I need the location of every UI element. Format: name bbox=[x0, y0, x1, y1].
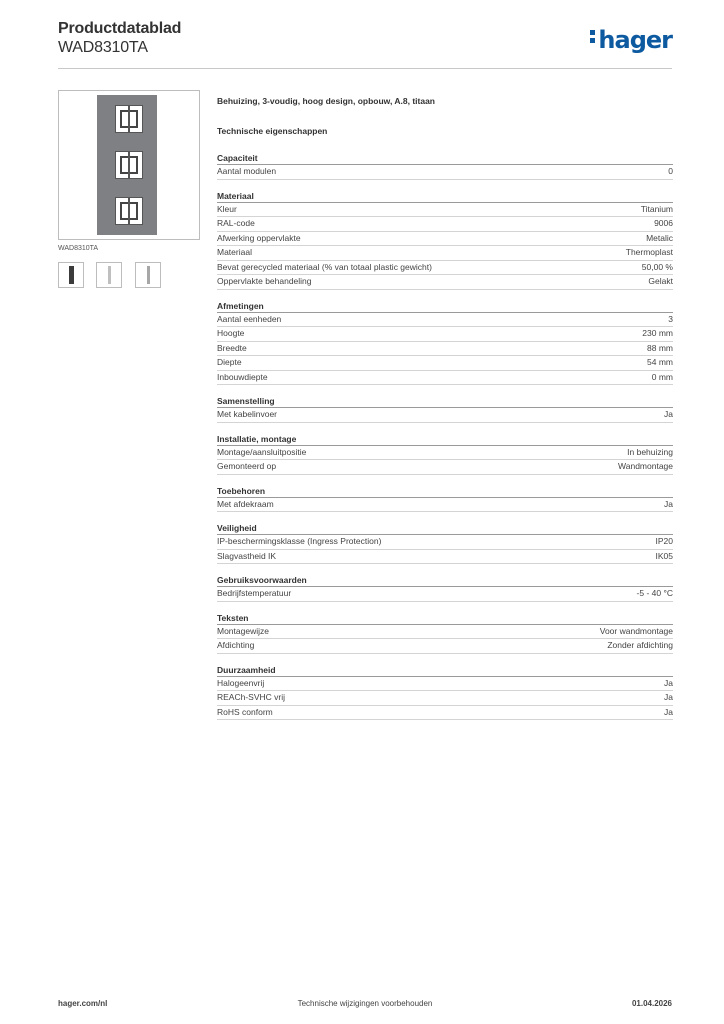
spec-row bbox=[217, 232, 673, 247]
product-side-thumb-icon bbox=[108, 266, 111, 284]
spec-row bbox=[217, 550, 673, 565]
spec-value: -5 - 40 °C bbox=[636, 588, 673, 598]
spec-row bbox=[217, 203, 673, 218]
spec-value: Titanium bbox=[640, 203, 673, 214]
spec-section bbox=[217, 300, 673, 386]
section-title: Samenstelling bbox=[217, 395, 673, 408]
enclosure-3-gang-image bbox=[97, 95, 157, 235]
section-title: Afmetingen bbox=[217, 300, 673, 313]
spec-row bbox=[217, 535, 673, 550]
spec-label: Afdichting bbox=[217, 640, 255, 650]
product-image[interactable] bbox=[58, 90, 200, 240]
spec-value: Voor wandmontage bbox=[599, 625, 673, 636]
section-title: Gebruiksvoorwaarden bbox=[217, 574, 673, 587]
spec-section bbox=[217, 485, 673, 513]
spec-row bbox=[217, 261, 673, 276]
product-code: WAD8310TA bbox=[58, 39, 148, 56]
spec-label: REACh-SVHC vrij bbox=[217, 692, 286, 702]
spec-row bbox=[217, 246, 673, 261]
thumbnail-side[interactable] bbox=[96, 262, 122, 288]
spec-row bbox=[217, 587, 673, 602]
hager-logo[interactable] bbox=[590, 26, 672, 54]
spec-row bbox=[217, 327, 673, 342]
spec-value: 88 mm bbox=[647, 342, 673, 353]
spec-value: 54 mm bbox=[647, 357, 673, 367]
footer-website[interactable]: hager.com/nl bbox=[58, 999, 108, 1008]
product-front-thumb-icon bbox=[69, 266, 74, 284]
section-title: Materiaal bbox=[217, 190, 673, 203]
spec-label: Kleur bbox=[217, 203, 237, 214]
page-header bbox=[58, 18, 672, 69]
spec-label: IP-beschermingsklasse (Ingress Protection) bbox=[217, 536, 382, 546]
spec-row bbox=[217, 446, 673, 461]
spec-row bbox=[217, 408, 673, 423]
logo-colon-icon bbox=[590, 27, 596, 46]
spec-content bbox=[217, 96, 673, 730]
spec-value: 0 mm bbox=[651, 371, 673, 382]
spec-section bbox=[217, 190, 673, 290]
spec-label: Diepte bbox=[217, 357, 242, 367]
spec-row bbox=[217, 371, 673, 386]
section-title: Toebehoren bbox=[217, 485, 673, 498]
thumbnail-front[interactable] bbox=[58, 262, 84, 288]
spec-row bbox=[217, 625, 673, 640]
section-title: Capaciteit bbox=[217, 152, 673, 165]
logo-text: hager bbox=[598, 26, 672, 54]
spec-value: Zonder afdichting bbox=[607, 640, 673, 650]
module-slot-1 bbox=[115, 105, 143, 133]
spec-label: Gemonteerd op bbox=[217, 461, 277, 471]
spec-row bbox=[217, 275, 673, 290]
section-title: Installatie, montage bbox=[217, 433, 673, 446]
image-caption: WAD8310TA bbox=[58, 245, 99, 252]
spec-label: Afwerking oppervlakte bbox=[217, 232, 301, 243]
spec-label: RoHS conform bbox=[217, 706, 273, 717]
spec-section bbox=[217, 664, 673, 721]
spec-row bbox=[217, 313, 673, 328]
section-title: Teksten bbox=[217, 612, 673, 625]
spec-row bbox=[217, 342, 673, 357]
product-edge-thumb-icon bbox=[147, 266, 150, 284]
spec-label: Breedte bbox=[217, 342, 247, 353]
spec-label: Oppervlakte behandeling bbox=[217, 276, 312, 286]
spec-label: Halogeenvrij bbox=[217, 677, 265, 688]
spec-row bbox=[217, 356, 673, 371]
spec-value: In behuizing bbox=[627, 446, 673, 457]
spec-value: Ja bbox=[664, 677, 673, 688]
spec-label: Met afdekraam bbox=[217, 498, 274, 509]
footer-disclaimer: Technische wijzigingen voorbehouden bbox=[297, 999, 433, 1008]
spec-section bbox=[217, 152, 673, 180]
spec-row bbox=[217, 498, 673, 513]
spec-row bbox=[217, 165, 673, 180]
module-slot-2 bbox=[115, 151, 143, 179]
spec-value: Thermoplast bbox=[625, 247, 673, 257]
spec-label: Bevat gerecycled materiaal (% van totaal plastic gewicht) bbox=[217, 261, 432, 272]
page-footer bbox=[58, 999, 672, 1011]
spec-label: Aantal eenheden bbox=[217, 313, 282, 324]
spec-label: Bedrijfstemperatuur bbox=[217, 588, 292, 598]
spec-label: Montage/aansluitpositie bbox=[217, 446, 307, 457]
spec-label: Materiaal bbox=[217, 247, 252, 257]
spec-row bbox=[217, 677, 673, 692]
spec-value: Gelakt bbox=[648, 276, 673, 286]
tech-heading: Technische eigenschappen bbox=[217, 126, 328, 136]
spec-row bbox=[217, 691, 673, 706]
spec-section bbox=[217, 522, 673, 564]
spec-label: Montagewijze bbox=[217, 625, 269, 636]
spec-value: Ja bbox=[664, 692, 673, 702]
spec-label: Inbouwdiepte bbox=[217, 371, 268, 382]
spec-label: Slagvastheid IK bbox=[217, 550, 277, 561]
spec-value: Ja bbox=[664, 706, 673, 717]
spec-value: IK05 bbox=[655, 550, 673, 561]
spec-value: Wandmontage bbox=[618, 461, 673, 471]
spec-row bbox=[217, 217, 673, 232]
spec-value: Ja bbox=[664, 498, 673, 509]
product-description: Behuizing, 3-voudig, hoog design, opbouw, A.8, titaan bbox=[217, 96, 435, 106]
spec-value: 3 bbox=[668, 313, 673, 324]
section-title: Duurzaamheid bbox=[217, 664, 673, 677]
spec-row bbox=[217, 639, 673, 654]
spec-value: Metalic bbox=[646, 232, 673, 243]
module-slot-3 bbox=[115, 197, 143, 225]
page-title: Productdatablad bbox=[58, 20, 182, 37]
spec-section bbox=[217, 574, 673, 602]
spec-row bbox=[217, 460, 673, 475]
spec-value: 50,00 % bbox=[641, 261, 673, 272]
spec-section bbox=[217, 612, 673, 654]
footer-date: 01.04.2026 bbox=[631, 999, 672, 1008]
spec-value: 230 mm bbox=[642, 328, 673, 338]
spec-value: 0 bbox=[668, 166, 673, 176]
spec-row bbox=[217, 706, 673, 721]
thumbnail-edge[interactable] bbox=[135, 262, 161, 288]
spec-section bbox=[217, 395, 673, 423]
spec-label: Aantal modulen bbox=[217, 166, 277, 176]
section-title: Veiligheid bbox=[217, 522, 673, 535]
spec-value: Ja bbox=[664, 409, 673, 419]
spec-value: 9006 bbox=[654, 218, 673, 228]
spec-label: Met kabelinvoer bbox=[217, 409, 278, 419]
spec-value: IP20 bbox=[655, 536, 673, 546]
spec-label: Hoogte bbox=[217, 328, 245, 338]
spec-section bbox=[217, 433, 673, 475]
spec-sections bbox=[217, 152, 673, 720]
spec-label: RAL-code bbox=[217, 218, 255, 228]
